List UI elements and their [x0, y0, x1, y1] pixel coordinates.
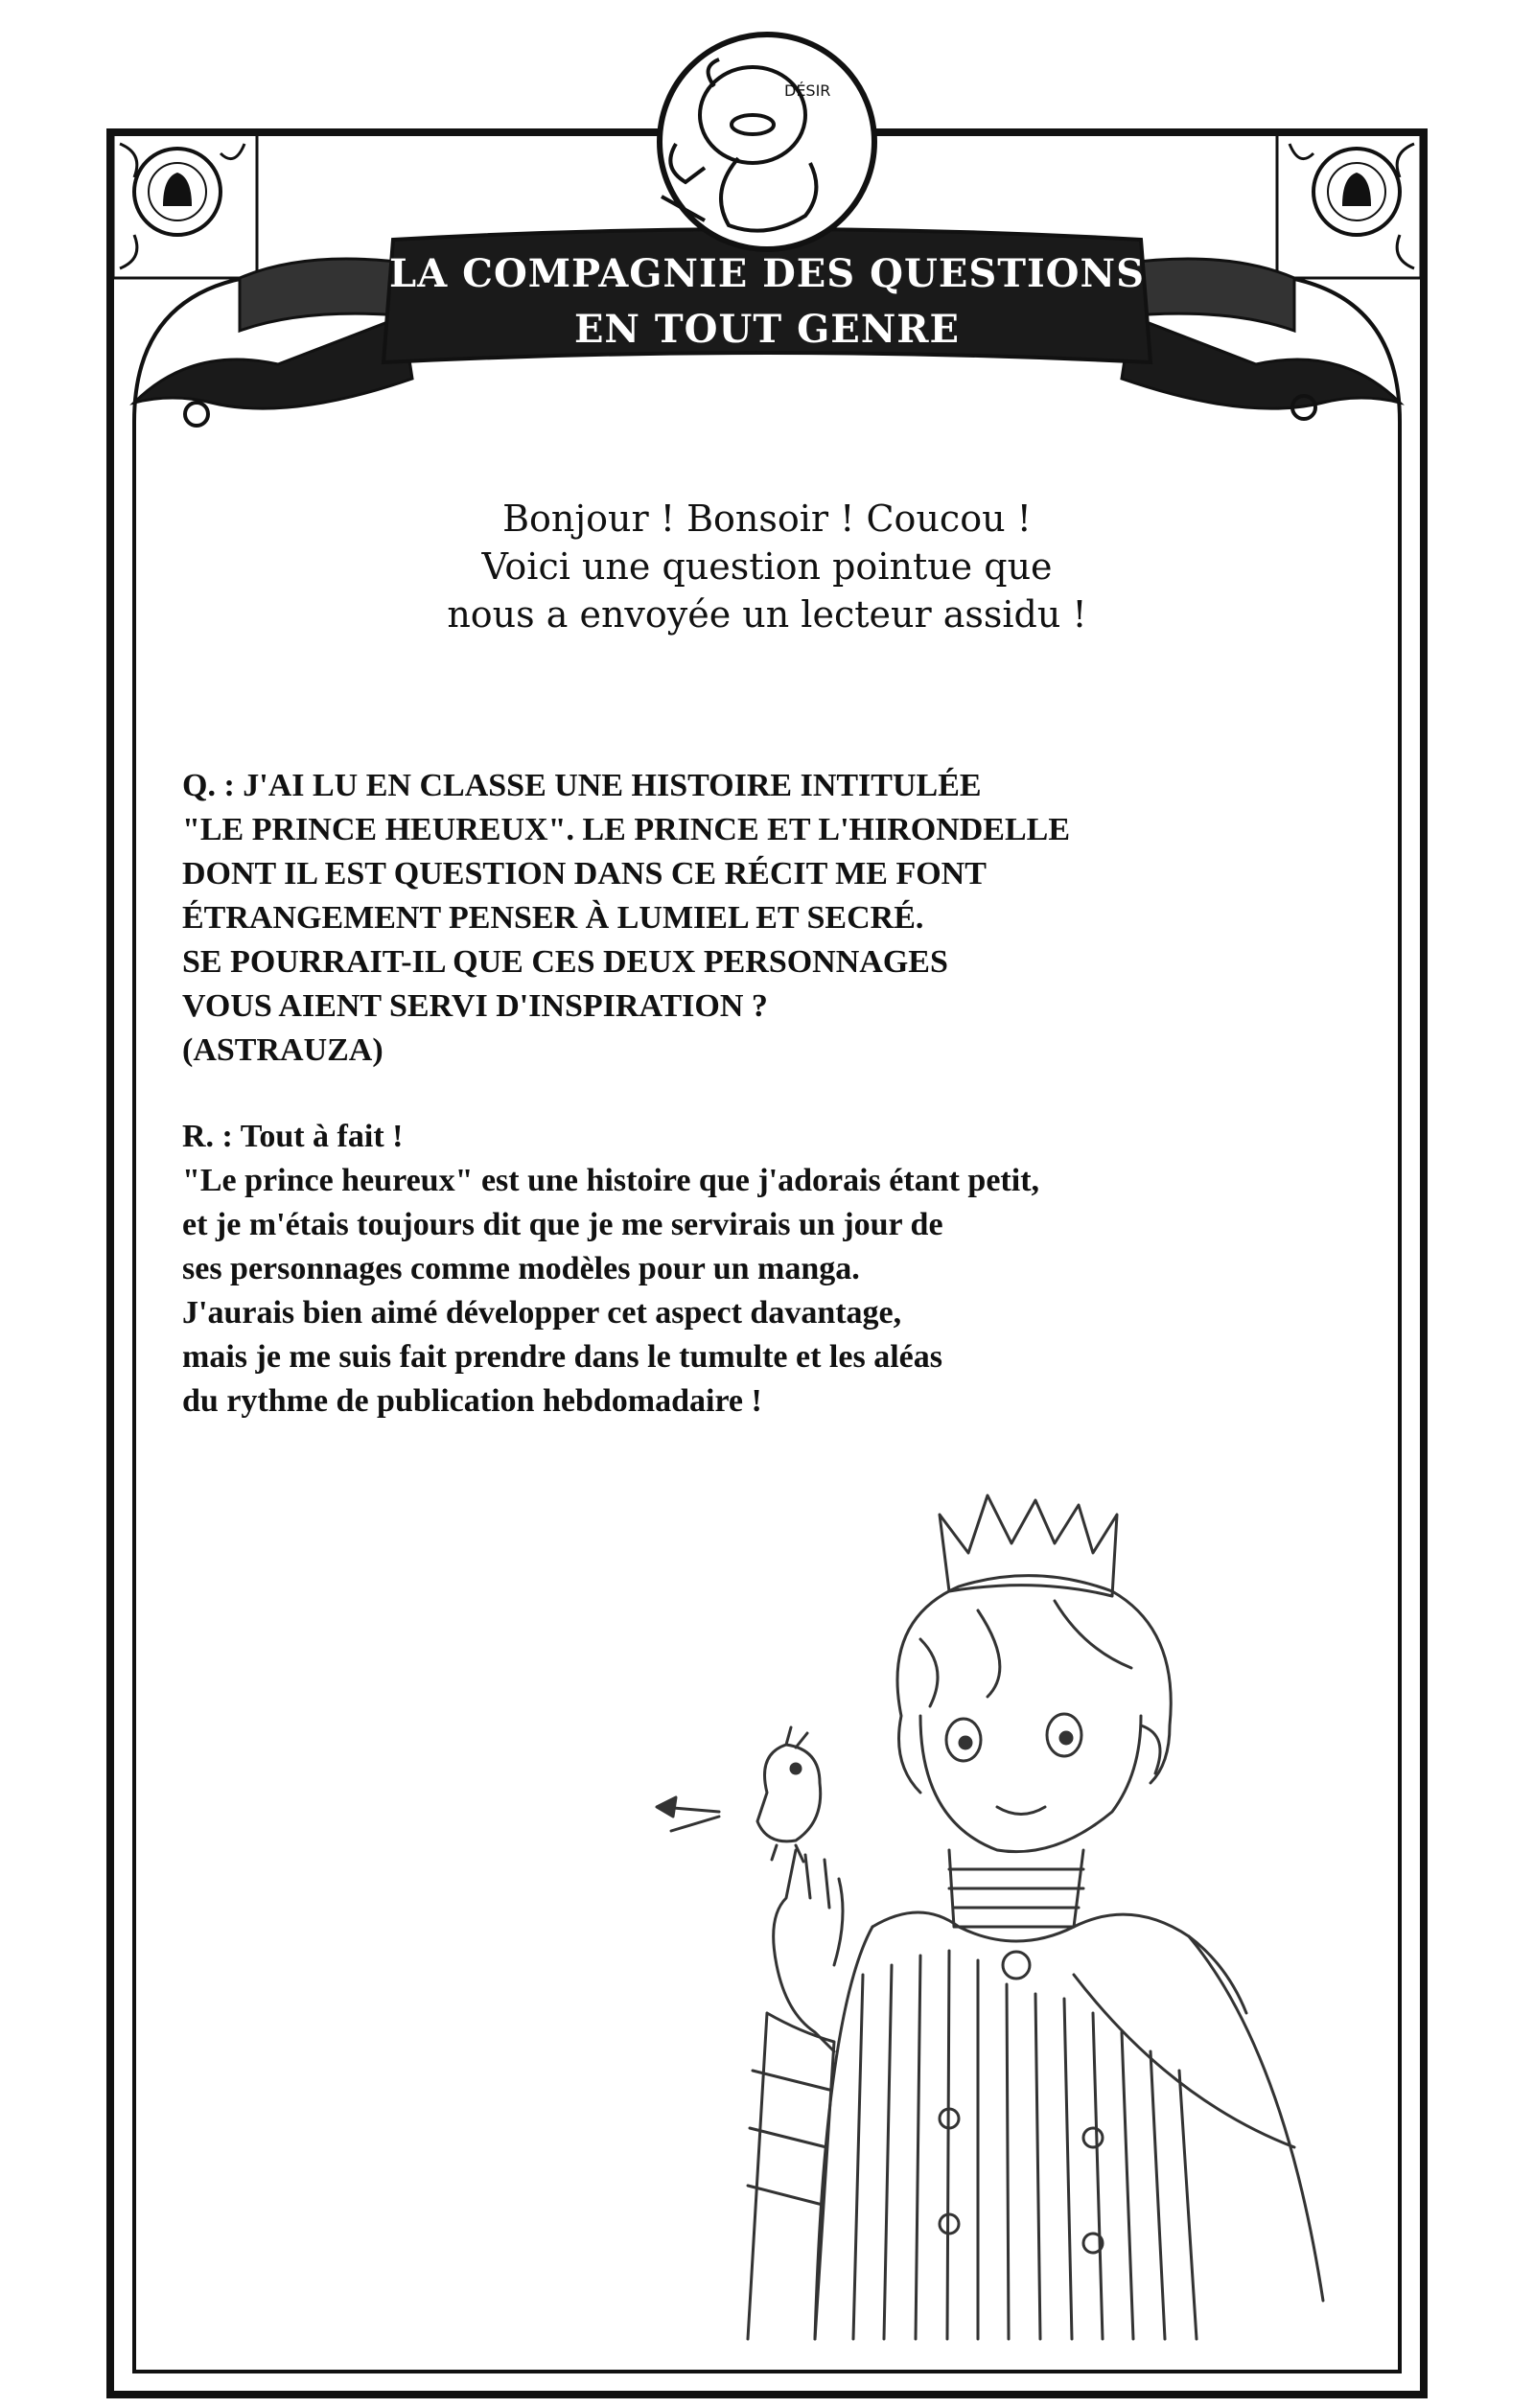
question-block [182, 764, 1285, 1073]
answer-line: mais je me suis fait prendre dans le tumulte et les aléas [182, 1339, 942, 1375]
left-corner-ornament [113, 134, 257, 278]
question-line: Q. : J'AI LU EN CLASSE UNE HISTOIRE INTITULÉE [182, 768, 982, 803]
question-line: DONT IL EST QUESTION DANS CE RÉCIT ME FONT [182, 856, 987, 891]
answer-block [182, 1115, 1285, 1424]
question-line: ÉTRANGEMENT PENSER À LUMIEL ET SECRÉ. [182, 900, 924, 936]
banner-title-line-1: LA COMPAGNIE DES QUESTIONS [389, 251, 1145, 296]
prince-hair [897, 1576, 1171, 1793]
answer-line: J'aurais bien aimé développer cet aspect davantage, [182, 1295, 902, 1331]
prince-collar [949, 1850, 1083, 1927]
answer-line: "Le prince heureux" est une histoire que j'adorais étant petit, [182, 1163, 1040, 1198]
right-corner-ornament [1277, 134, 1421, 278]
ribbon-left-tail [134, 316, 412, 408]
answer-line: R. : Tout à fait ! [182, 1119, 404, 1154]
swallow-bird-icon [662, 1727, 821, 1862]
prince-face [920, 1716, 1141, 1852]
question-line: VOUS AIENT SERVI D'INSPIRATION ? [182, 988, 768, 1024]
mascot-label: DÉSIR [784, 81, 831, 100]
crown-icon [940, 1495, 1117, 1596]
question-line: SE POURRAIT-IL QUE CES DEUX PERSONNAGES [182, 944, 948, 980]
banner-title-line-2: EN TOUT GENRE [573, 307, 961, 352]
ribbon-right-tail [1122, 316, 1400, 408]
mascot-medallion [660, 35, 874, 249]
question-author: (ASTRAUZA) [182, 1032, 384, 1068]
prince-and-swallow-illustration [633, 1476, 1381, 2358]
question-line: "LE PRINCE HEUREUX". LE PRINCE ET L'HIRONDELLE [182, 812, 1071, 847]
intro-line: Bonjour ! Bonsoir ! Coucou ! [502, 498, 1032, 540]
intro-text [288, 495, 1246, 638]
answer-line: et je m'étais toujours dit que je me servirais un jour de [182, 1207, 943, 1242]
answer-line: ses personnages comme modèles pour un manga. [182, 1251, 860, 1286]
answer-line: du rythme de publication hebdomadaire ! [182, 1383, 762, 1419]
prince-sleeve [748, 2013, 834, 2339]
intro-line: nous a envoyée un lecteur assidu ! [447, 593, 1087, 636]
intro-line: Voici une question pointue que [481, 545, 1053, 588]
